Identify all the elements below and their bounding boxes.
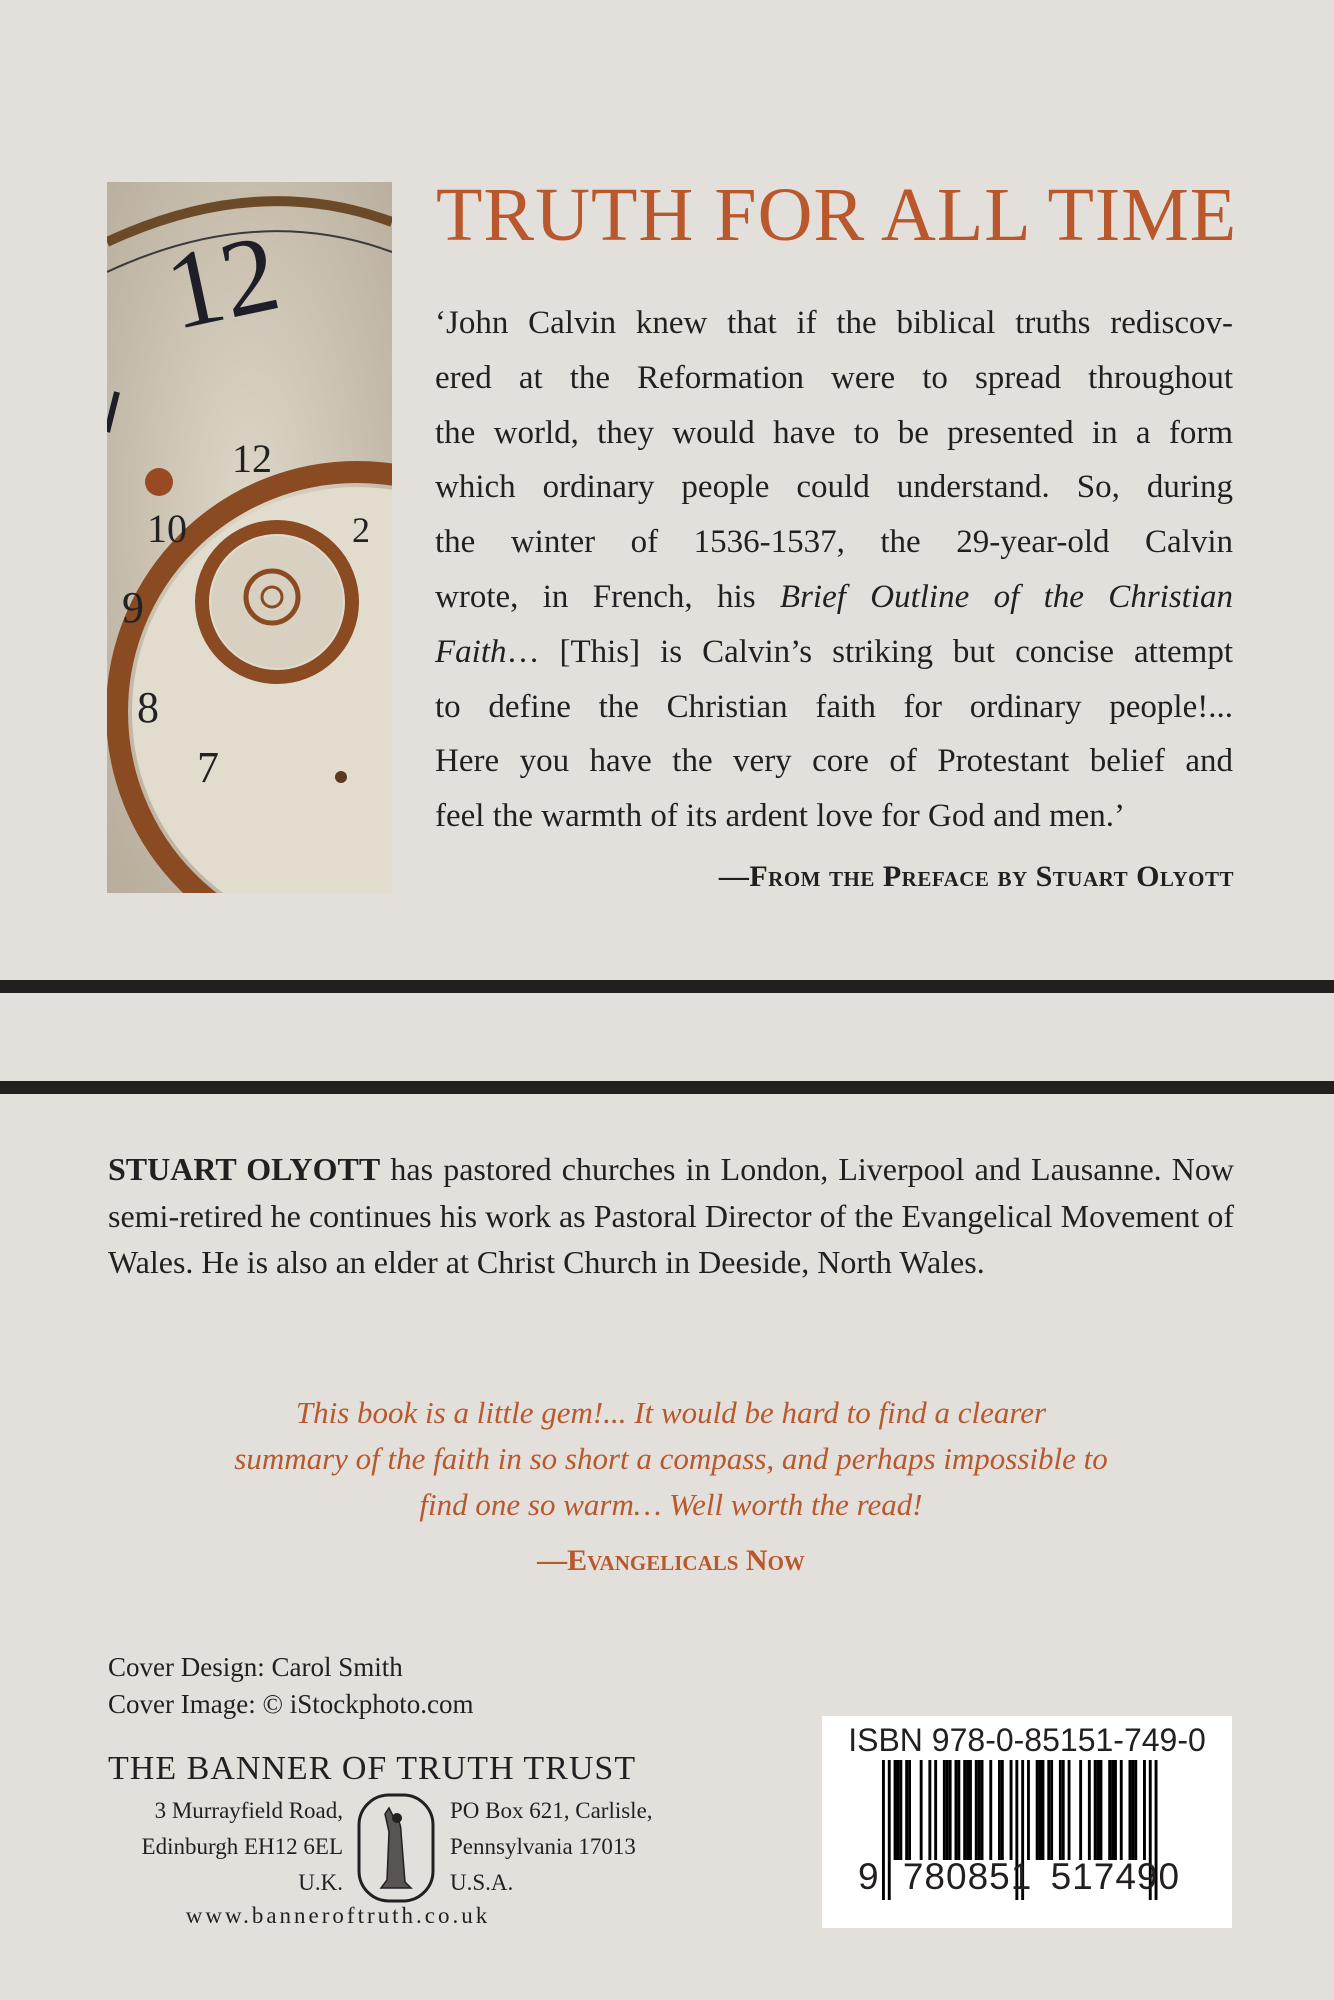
barcode-bar bbox=[946, 1760, 949, 1860]
review-attribution: —Evangelicals Now bbox=[537, 1544, 805, 1577]
barcode-bar bbox=[963, 1760, 966, 1860]
svg-text:10: 10 bbox=[147, 506, 187, 551]
author-bio-text: has pastored churches in London, Liverpool and Lausanne. Now semi-retired he continues his work as Pastoral Director of the Evangelical Movement of Wales. He is also an elder at Christ Church in Deeside, North Wales. bbox=[108, 1151, 1235, 1280]
barcode-bar bbox=[1027, 1760, 1030, 1860]
preface-text: Here you have the very core of Protestant belief and bbox=[435, 743, 1233, 780]
barcode-bar bbox=[1059, 1760, 1062, 1860]
address-line: U.K. bbox=[298, 1870, 343, 1895]
barcode-bar bbox=[1111, 1760, 1114, 1860]
barcode-bar bbox=[1047, 1760, 1050, 1860]
preface-text: the winter of 1536-1537, the 29-year-old Calvin bbox=[435, 524, 1233, 561]
preface-line bbox=[435, 570, 1233, 625]
book-title-italic: Faith bbox=[435, 633, 507, 670]
barcode-bar bbox=[920, 1760, 923, 1860]
review-line: summary of the faith in so short a compass, and perhaps impossible to bbox=[234, 1441, 1108, 1476]
divider-top bbox=[0, 980, 1334, 993]
preface-text: the world, they would have to be presented in a form bbox=[435, 414, 1233, 451]
barcode-bar bbox=[989, 1760, 992, 1860]
barcode-bar bbox=[1114, 1760, 1117, 1860]
preface-text: feel the warmth of its ardent love for God and men.’ bbox=[435, 798, 1126, 835]
barcode-bar bbox=[934, 1760, 937, 1860]
address-line: U.S.A. bbox=[450, 1870, 514, 1895]
us-address bbox=[450, 1793, 750, 1901]
barcode-bar bbox=[894, 1760, 897, 1860]
barcode-bar bbox=[1131, 1760, 1134, 1860]
barcode-bar bbox=[978, 1760, 981, 1860]
barcode-bar bbox=[905, 1760, 908, 1860]
preface-text: ‘John Calvin knew that if the biblical truths rediscov- bbox=[435, 305, 1233, 341]
preface-line bbox=[435, 406, 1233, 461]
barcode-bar bbox=[943, 1760, 946, 1860]
barcode-bar bbox=[949, 1760, 952, 1860]
preface-line bbox=[435, 789, 1233, 844]
address-line: 3 Murrayfield Road, bbox=[154, 1798, 343, 1823]
publisher-name: THE BANNER OF TRUTH TRUST bbox=[108, 1750, 637, 1787]
preface-excerpt bbox=[435, 296, 1233, 844]
barcode-bar bbox=[998, 1760, 1001, 1860]
preface-line bbox=[435, 515, 1233, 570]
preface-line bbox=[435, 460, 1233, 515]
preface-text: … [This] is Calvin’s striking but concise attempt bbox=[506, 633, 1233, 670]
preface-line bbox=[435, 625, 1233, 680]
preface-line bbox=[435, 351, 1233, 406]
preface-attribution: —From the Preface by Stuart Olyott bbox=[718, 860, 1234, 893]
barcode-bar bbox=[1079, 1760, 1082, 1860]
barcode-bar bbox=[957, 1760, 960, 1860]
barcode-right-digits: 517490 bbox=[1050, 1856, 1181, 1897]
back-cover-title: TRUTH FOR ALL TIME bbox=[436, 173, 1238, 257]
barcode-bar bbox=[897, 1760, 900, 1860]
barcode-bar bbox=[955, 1760, 958, 1860]
barcode-bar bbox=[1108, 1760, 1111, 1860]
address-line: Edinburgh EH12 6EL bbox=[141, 1834, 343, 1859]
preface-text: wrote, in French, his bbox=[435, 578, 780, 615]
cover-design-credit: Cover Design: Carol Smith bbox=[108, 1652, 403, 1682]
spiral-clock-image bbox=[107, 182, 392, 893]
barcode-first-digit: 9 bbox=[858, 1856, 879, 1897]
review-line: This book is a little gem!... It would be hard to find a clearer bbox=[295, 1395, 1047, 1430]
barcode-bar bbox=[1062, 1760, 1065, 1860]
svg-text:8: 8 bbox=[137, 683, 159, 732]
address-line: PO Box 621, Carlisle, bbox=[450, 1798, 653, 1823]
barcode-bar bbox=[966, 1760, 969, 1860]
barcode-bar bbox=[975, 1760, 978, 1860]
preface-line bbox=[435, 296, 1233, 351]
barcode-bar bbox=[1039, 1760, 1042, 1860]
author-bio bbox=[108, 1146, 1234, 1286]
svg-text:2: 2 bbox=[352, 510, 370, 550]
barcode-bar bbox=[1050, 1760, 1053, 1860]
barcode-bar bbox=[1143, 1760, 1146, 1860]
barcode-bar bbox=[1100, 1760, 1103, 1860]
preface-line bbox=[435, 734, 1233, 789]
barcode-bar bbox=[1036, 1760, 1039, 1860]
preface-line bbox=[435, 680, 1233, 735]
barcode-bar bbox=[1094, 1760, 1097, 1860]
author-name: STUART OLYOTT bbox=[108, 1151, 381, 1187]
barcode-bar bbox=[1010, 1760, 1013, 1860]
barcode-bar bbox=[1042, 1760, 1045, 1860]
publisher-logo bbox=[355, 1792, 437, 1904]
barcode-bar bbox=[1088, 1760, 1091, 1860]
cover-image-credit: Cover Image: © iStockphoto.com bbox=[108, 1689, 474, 1719]
barcode-bar bbox=[969, 1760, 972, 1860]
barcode-bar bbox=[1097, 1760, 1100, 1860]
preface-text: to define the Christian faith for ordinary people!... bbox=[435, 688, 1233, 725]
barcode-bar bbox=[1001, 1760, 1004, 1860]
divider-bottom bbox=[0, 1081, 1334, 1094]
barcode-bar bbox=[1068, 1760, 1071, 1860]
address-line: Pennsylvania 17013 bbox=[450, 1834, 636, 1859]
svg-text:7: 7 bbox=[197, 743, 219, 792]
barcode-bar bbox=[899, 1760, 902, 1860]
barcode-bar bbox=[1120, 1760, 1123, 1860]
barcode-left-digits: 780851 bbox=[902, 1856, 1033, 1897]
preface-text: ered at the Reformation were to spread throughout bbox=[435, 359, 1233, 396]
svg-text:12: 12 bbox=[155, 210, 289, 353]
uk-address bbox=[108, 1793, 343, 1901]
book-title-italic: Brief Outline of the Christian bbox=[779, 578, 1234, 615]
svg-text:12: 12 bbox=[232, 436, 272, 481]
barcode-bar bbox=[928, 1760, 931, 1860]
review-quote bbox=[108, 1390, 1234, 1528]
review-line: find one so warm… Well worth the read! bbox=[419, 1487, 923, 1522]
preface-text: which ordinary people could understand. So, during bbox=[435, 469, 1233, 506]
barcode-bar bbox=[1129, 1760, 1132, 1860]
publisher-website: www.banneroftruth.co.uk bbox=[185, 1903, 491, 1928]
svg-text:9: 9 bbox=[122, 583, 144, 632]
barcode-digits bbox=[858, 1856, 1180, 1898]
barcode-bar bbox=[908, 1760, 911, 1860]
barcode-bar bbox=[1134, 1760, 1137, 1860]
isbn-label: ISBN 978-0-85151-749-0 bbox=[848, 1722, 1206, 1758]
barcode-bar bbox=[981, 1760, 984, 1860]
isbn-barcode bbox=[822, 1716, 1232, 1928]
